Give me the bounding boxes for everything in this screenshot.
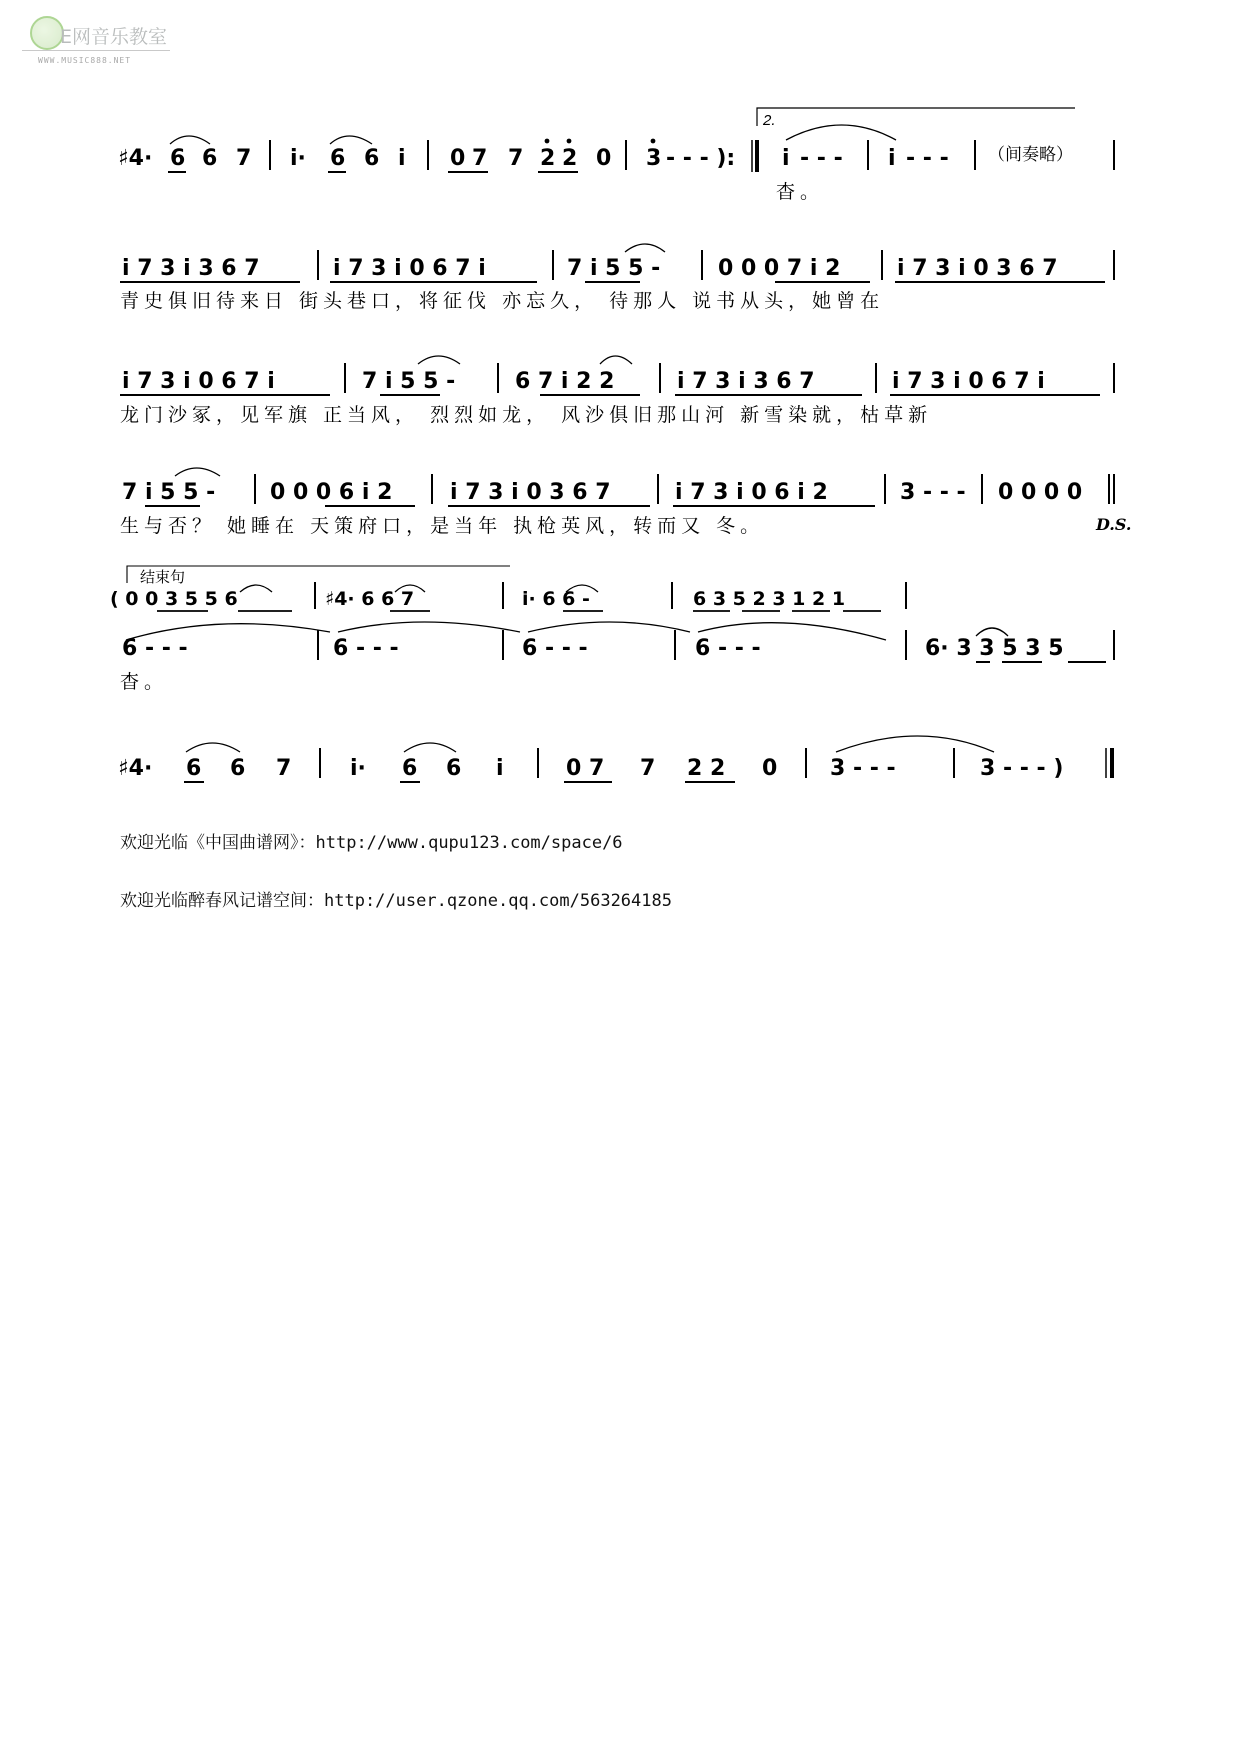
svg-text:2 2: 2 2 [687, 756, 726, 781]
row-5 [110, 566, 906, 611]
svg-text:♯4·: ♯4· [118, 756, 153, 781]
svg-text:0 0 0 7 i 2: 0 0 0 7 i 2 [718, 256, 841, 281]
lyrics-row-1: 杳。 [776, 181, 825, 203]
svg-text:6: 6 [446, 756, 462, 781]
svg-text:7: 7 [472, 146, 488, 171]
svg-text:0 7: 0 7 [566, 756, 605, 781]
svg-text:6: 6 [186, 756, 202, 781]
svg-text:i: i [782, 146, 790, 171]
footer-link-qzone[interactable]: 欢迎光临醉春风记谱空间：http://user.qzone.qq.com/563264185 [120, 891, 672, 911]
svg-text:i 7 3 i 0 3 6 7: i 7 3 i 0 3 6 7 [450, 480, 611, 505]
svg-text:i 7 3 i 0 3 6 7: i 7 3 i 0 3 6 7 [897, 256, 1058, 281]
svg-text:i·: i· [290, 146, 306, 171]
svg-text:7: 7 [508, 146, 524, 171]
svg-text:3 - - -: 3 - - - [900, 480, 966, 505]
svg-text:i 7 3 i 0 6 i 2: i 7 3 i 0 6 i 2 [675, 480, 828, 505]
svg-text:6· 3 3 5 3 5: 6· 3 3 5 3 5 [925, 636, 1064, 661]
svg-text:2: 2 [540, 146, 556, 171]
svg-text:i 7 3 i 0 6 7 i: i 7 3 i 0 6 7 i [122, 369, 275, 394]
svg-text:- - -: - - - [800, 146, 843, 171]
lyrics-row-2: 青史俱旧待来日 街头巷口，将征伐 亦忘久， 待那人 说书从头，她曾在 [120, 290, 885, 312]
svg-text:i 7 3 i 3 6 7: i 7 3 i 3 6 7 [677, 369, 815, 394]
volta-label: 2. [763, 112, 776, 129]
lyrics-row-6: 杳。 [120, 671, 169, 693]
svg-text:i 7 3 i 0 6 7 i: i 7 3 i 0 6 7 i [892, 369, 1045, 394]
ds-mark: D.S. [1096, 515, 1132, 534]
svg-text:7: 7 [276, 756, 292, 781]
row-1 [118, 108, 1114, 203]
svg-text:- - -: - - - [906, 146, 949, 171]
svg-text:6 - - -: 6 - - - [122, 636, 188, 661]
row-3 [120, 356, 1114, 426]
svg-text:3 - - -: 3 - - - [830, 756, 896, 781]
footer-link-qupu[interactable]: 欢迎光临《中国曲谱网》：http://www.qupu123.com/space/6 [120, 833, 623, 853]
row-7 [118, 736, 1112, 782]
watermark-url: WWW.MUSIC888.NET [38, 56, 132, 65]
svg-text:0: 0 [762, 756, 778, 781]
svg-text:♯4·: ♯4· [118, 146, 153, 171]
svg-text:0: 0 [596, 146, 612, 171]
svg-text:7: 7 [236, 146, 252, 171]
svg-text:0 0 0 0: 0 0 0 0 [998, 480, 1083, 505]
svg-text:i 7 3 i 3 6 7: i 7 3 i 3 6 7 [122, 256, 260, 281]
svg-text:6 3 5 2 3 1 2 1: 6 3 5 2 3 1 2 1 [693, 588, 846, 610]
svg-text:( 0 0 3 5 5 6: ( 0 0 3 5 5 6 [110, 588, 238, 610]
svg-text:6: 6 [202, 146, 218, 171]
row-4 [120, 468, 1131, 537]
lyrics-row-4: 生与否？ 她睡在 天策府口，是当年 执枪英风，转而又 冬。 [120, 515, 765, 537]
svg-text:6: 6 [230, 756, 246, 781]
svg-text:i· 6 6 -: i· 6 6 - [522, 588, 590, 610]
svg-text:6 - - -: 6 - - - [695, 636, 761, 661]
svg-text:2: 2 [562, 146, 578, 171]
svg-text:6: 6 [170, 146, 186, 171]
lyrics-row-3: 龙门沙冢，见军旗 正当风， 烈烈如龙， 风沙俱旧那山河 新雪染就，枯草新 [120, 404, 933, 426]
watermark-brand: E网音乐教室 [60, 26, 168, 48]
svg-text:6: 6 [402, 756, 418, 781]
svg-text:i 7 3 i 0 6 7 i: i 7 3 i 0 6 7 i [333, 256, 486, 281]
svg-text:3 - - - ): 3 - - - ) [980, 756, 1064, 781]
svg-text:6 7 i 2 2: 6 7 i 2 2 [515, 369, 615, 394]
row-6 [120, 622, 1114, 693]
row-2 [120, 244, 1114, 312]
svg-text:- - - ):: - - - ): [666, 146, 736, 171]
svg-text:7 i 5 5 -: 7 i 5 5 - [122, 480, 216, 505]
svg-text:0 0 0 6 i 2: 0 0 0 6 i 2 [270, 480, 393, 505]
svg-text:7 i 5 5 -: 7 i 5 5 - [567, 256, 661, 281]
svg-text:7: 7 [640, 756, 656, 781]
ending-label: 结束句 [140, 569, 186, 586]
svg-text:i: i [398, 146, 406, 171]
svg-text:6: 6 [330, 146, 346, 171]
svg-text:i·: i· [350, 756, 366, 781]
svg-text:3: 3 [646, 146, 662, 171]
interlude-note: （间奏略） [988, 145, 1073, 165]
svg-text:7 i 5 5 -: 7 i 5 5 - [362, 369, 456, 394]
svg-text:♯4· 6 6 7: ♯4· 6 6 7 [325, 588, 415, 610]
volta-bracket [757, 108, 1075, 126]
svg-text:0: 0 [450, 146, 466, 171]
svg-text:6 - - -: 6 - - - [522, 636, 588, 661]
svg-text:i: i [888, 146, 896, 171]
svg-text:6: 6 [364, 146, 380, 171]
svg-text:i: i [496, 756, 504, 781]
svg-text:6 - - -: 6 - - - [333, 636, 399, 661]
